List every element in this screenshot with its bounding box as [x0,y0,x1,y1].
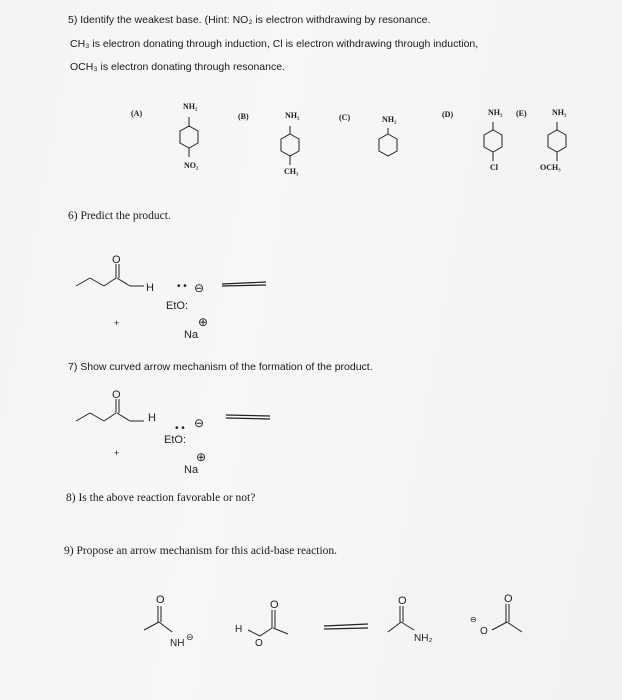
aldehyde-oxygen-label: O [112,389,121,401]
choice-e-top-substituent: NH₂ [552,108,567,117]
choice-a-label[interactable]: (A) [131,109,143,118]
q6-plus-sign: + [114,318,120,328]
acid-carbonyl-oxygen-label: O [270,599,279,611]
acetic-acid-structure [248,610,288,636]
amide-negative-charge: ⊖ [186,632,194,642]
reaction-arrow-icon [226,415,270,419]
q6-negative-charge: ⊖ [194,281,205,295]
choice-e-label[interactable]: (E) [516,109,527,118]
question-6-text: 6) Predict the product. [68,210,171,222]
choice-c-benzene-ring [376,128,400,164]
amide-nh-label: NH [170,638,185,649]
q6-sodium-label: Na [184,329,199,341]
choice-d-label[interactable]: (D) [442,110,454,119]
choice-d-bottom-substituent: Cl [490,163,498,172]
question-9-text: 9) Propose an arrow mechanism for this acid-base reaction. [64,545,338,557]
choice-a-bottom-substituent: NO₂ [184,161,199,170]
question-8-text: 8) Is the above reaction favorable or not? [66,492,256,504]
choice-a-benzene-ring [177,117,201,165]
q7-aldehyde-h-label: H [148,412,156,424]
acetate-negative-charge: ⊖ [470,615,477,624]
q7-positive-charge: ⊕ [196,450,207,464]
reaction-arrow-icon [324,624,368,629]
q7-negative-charge: ⊖ [194,416,205,430]
acetate-structure [492,604,522,632]
amide-product-nh2-label: NH₂ [414,633,433,644]
choice-b-bottom-substituent: CH₃ [284,167,299,176]
amide-structure [388,606,414,632]
question-7-reaction-scheme [70,385,280,485]
amide-anion-structure [144,606,172,632]
acetate-carbonyl-oxygen-label: O [504,593,513,605]
question-9-acid-base-reaction [130,590,550,660]
question-5-line-2: CH₃ is electron donating through induction, Cl is electron withdrawing through induction, [70,38,479,50]
amide-oxygen-label: O [156,594,165,606]
acetate-oxygen-label: O [480,626,488,637]
lone-pair-dots: • • [175,423,185,434]
choice-b-label[interactable]: (B) [238,112,249,121]
q6-positive-charge: ⊕ [198,315,209,329]
aldehyde-structure [76,264,144,286]
choice-c-label[interactable]: (C) [339,113,351,122]
lone-pair-dots: • • [177,281,187,292]
choice-a-top-substituent: NH₂ [183,102,198,111]
choice-b-benzene-ring [278,126,302,172]
choice-e-bottom-substituent: OCH₃ [540,163,561,172]
question-5-line-3: OCH₃ is electron donating through resonance. [70,61,285,73]
q6-ethoxide-label: EtO: [166,300,189,312]
q6-aldehyde-h-label: H [146,282,154,294]
choice-c-top-substituent: NH₂ [382,115,397,124]
q7-sodium-label: Na [184,464,199,476]
reaction-arrow-icon [222,282,266,286]
q7-ethoxide-label: EtO: [164,434,187,446]
q7-plus-sign: + [114,448,120,458]
aldehyde-oxygen-label: O [112,254,121,266]
question-6-reaction-scheme [70,252,285,352]
choice-d-top-substituent: NH₂ [488,108,503,117]
acid-h-label: H [235,624,243,635]
acid-hydroxyl-oxygen-label: O [255,638,263,649]
amide-product-oxygen-label: O [398,595,407,607]
question-5-line-1: 5) Identify the weakest base. (Hint: NO₂ is electron withdrawing by resonance. [68,14,431,26]
choice-e-benzene-ring [545,122,569,168]
question-7-text: 7) Show curved arrow mechanism of the formation of the product. [68,361,373,373]
choice-d-benzene-ring [481,122,505,168]
aldehyde-structure [76,399,144,421]
choice-b-top-substituent: NH₂ [285,111,300,120]
